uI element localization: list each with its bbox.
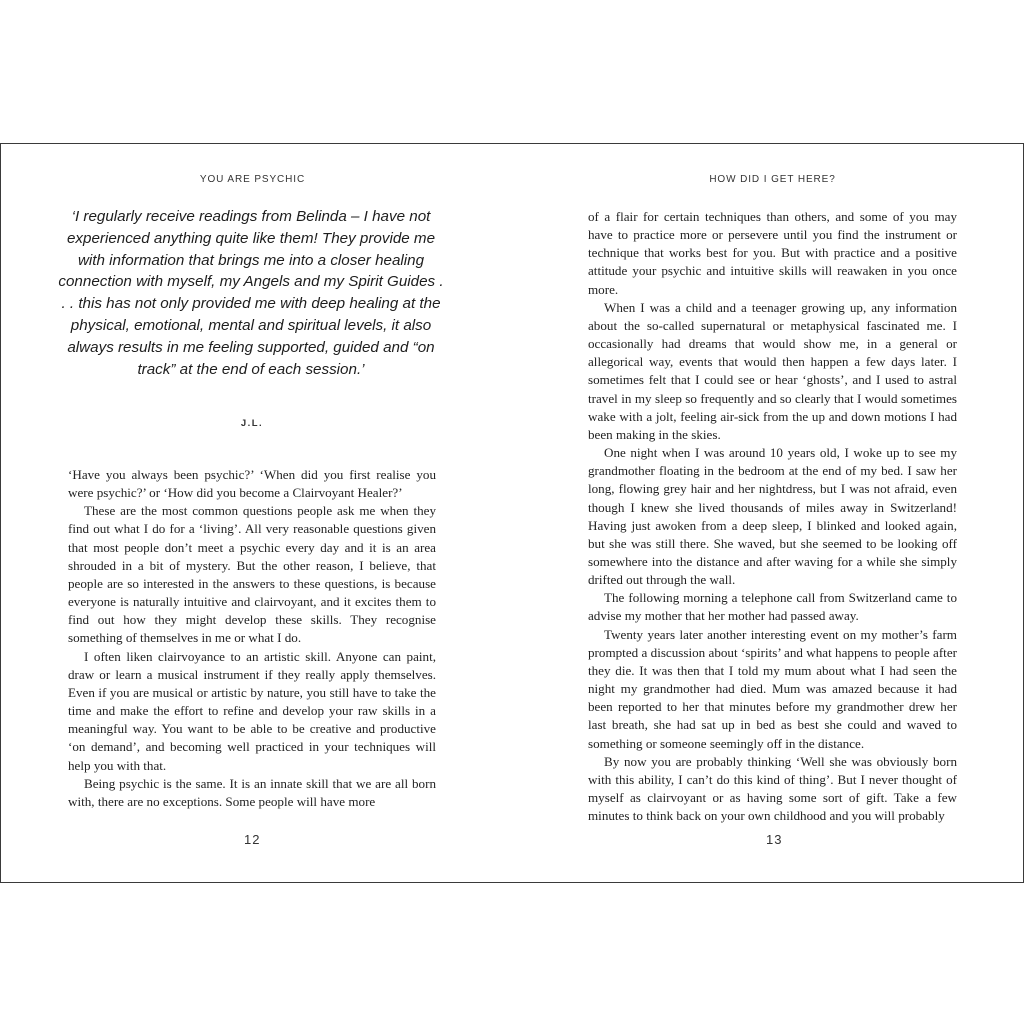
page-number-right: 13: [766, 832, 783, 847]
right-page: [512, 144, 1023, 882]
paragraph: When I was a child and a teenager growing up, any information about the so-called supernatural or metaphysical fascinated me. I occasionally had dreams that would show me, in a general or allegorical way, events that would then happen a few days later. I sometimes felt that I could see or hear ‘ghosts’, and I used to astral travel in my sleep so frequently and so clearly that I would sometimes wake with a jolt, feeling air-sick from the up and down motions I had been making in the skies.: [588, 299, 957, 442]
paragraph: These are the most common questions people ask me when they find out what I do for a ‘living’. All very reasonable questions given that most people don’t meet a psychic every day and it is an area shrouded in a bit of mystery. But the other reason, I believe, that people are so interested in the answers to these questions, is because everyone is naturally intuitive and clairvoyant, and it excites them to find out how they might develop these skills. They recognise something of themselves in me or what I do.: [68, 503, 436, 646]
left-page: [1, 144, 512, 882]
paragraph: Being psychic is the same. It is an innate skill that we are all born with, there are no exceptions. Some people will have more: [68, 775, 436, 809]
paragraph: I often liken clairvoyance to an artistic skill. Anyone can paint, draw or learn a musical instrument if they really apply themselves. Even if you are musical or artistic by nature, you still have to take the time and make the effort to refine and develop your raw skills in a meaningful way. You want to be able to be creative and productive ‘on demand’, and becoming well practiced in your techniques will help you with that.: [68, 648, 436, 773]
paragraph: Twenty years later another interesting event on my mother’s farm prompted a discussion about ‘spirits’ and what happens to people after they die. It was then that I told my mum about what I had seen the night my grandmother had died. Mum was amazed because it had been reported to her that minutes before my grandmother drew her last breath, she had sat up in bed as best she could and waved to something or someone seemingly off in the distance.: [588, 626, 957, 751]
body-text-right: [588, 208, 957, 825]
paragraph: One night when I was around 10 years old, I woke up to see my grandmother floating in the bedroom at the end of my bed. I saw her long, flowing grey hair and her nightdress, but I was not afraid, even though I knew she lived thousands of miles away in Switzerland! Having just awoken from a deep sleep, I blinked and looked again, but she was still there. She waved, but she seemed to be looking off somewhere into the distance and after waving for a while she simply drifted out through the wall.: [588, 445, 957, 588]
paragraph: ‘Have you always been psychic?’ ‘When did you first realise you were psychic?’ or ‘How did you become a Clairvoyant Healer?’: [68, 467, 436, 501]
paragraph: of a flair for certain techniques than others, and some of you may have to practice more or persevere until you find the instrument or technique that works best for you. But with practice and a positive attitude your psychic and intuitive skills will reawaken in you once more.: [588, 209, 957, 297]
paragraph: By now you are probably thinking ‘Well she was obviously born with this ability, I can’t do this kind of thing’. But I never thought of myself as clairvoyant or as having some sort of gift. Take a few minutes to think back on your own childhood and you will probably: [588, 753, 957, 824]
running-head-right: HOW DID I GET HERE?: [709, 174, 836, 185]
body-text-left: [68, 466, 436, 811]
testimonial-quote: ‘I regularly receive readings from Belinda – I have not experienced anything quite like them! They provide me with information that brings me into a closer healing connection with myself, my Angels and my Spirit Guides . . . this has not only provided me with deep healing at the physical, emotional, mental and spiritual levels, it also always results in me feeling supported, guided and “on track” at the end of each session.’: [58, 208, 444, 378]
quote-attribution: J.L.: [240, 418, 264, 429]
book-spread: [0, 143, 1024, 883]
running-head-left: YOU ARE PSYCHIC: [199, 174, 306, 185]
paragraph: The following morning a telephone call from Switzerland came to advise my mother that her mother had passed away.: [588, 590, 957, 624]
page-number-left: 12: [244, 832, 261, 847]
